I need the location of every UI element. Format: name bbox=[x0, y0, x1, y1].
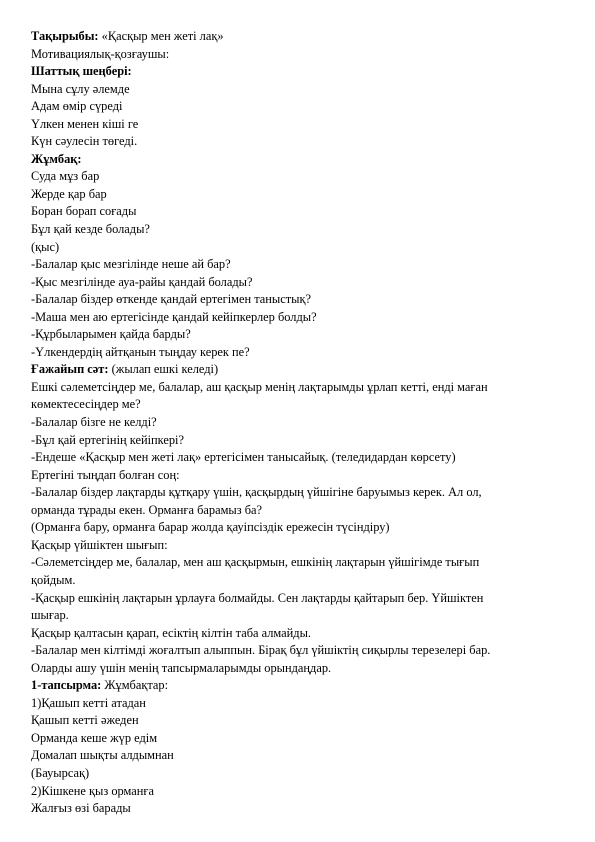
line-text: Жерде қар бар bbox=[31, 186, 107, 201]
text-line bbox=[31, 607, 571, 625]
text-line bbox=[31, 642, 571, 660]
text-line bbox=[31, 572, 571, 590]
bold-heading: Тақырыбы: bbox=[31, 29, 99, 43]
line-text: Жұмбақтар: bbox=[101, 678, 169, 693]
line-text: Жалғыз өзі барады bbox=[31, 801, 131, 816]
text-line bbox=[31, 203, 571, 221]
line-text: -Балалар бізге не келді? bbox=[31, 415, 157, 430]
text-line bbox=[31, 467, 571, 485]
line-text: -Балалар қыс мезгілінде неше ай бар? bbox=[31, 257, 231, 272]
text-line bbox=[31, 660, 571, 678]
line-text: Боран борап соғады bbox=[31, 204, 137, 219]
line-text: (жылап ешкі келеді) bbox=[108, 362, 219, 377]
text-line bbox=[31, 449, 571, 467]
text-line bbox=[31, 28, 571, 46]
text-line bbox=[31, 554, 571, 572]
text-line bbox=[31, 712, 571, 730]
text-line bbox=[31, 537, 571, 555]
line-text: -Сәлеметсіңдер ме, балалар, мен аш қасқырмын, ешкінің лақтарын үйшігімде тығып bbox=[31, 555, 480, 570]
text-line bbox=[31, 519, 571, 537]
text-line bbox=[31, 239, 571, 257]
text-line bbox=[31, 133, 571, 151]
text-line bbox=[31, 396, 571, 414]
text-line bbox=[31, 590, 571, 608]
text-line bbox=[31, 291, 571, 309]
line-text: Үлкен менен кіші ге bbox=[31, 116, 139, 131]
line-text: Домалап шықты алдымнан bbox=[31, 748, 174, 763]
text-line bbox=[31, 432, 571, 450]
line-text: Мотивациялық-қозғаушы: bbox=[31, 46, 170, 61]
text-line bbox=[31, 361, 571, 379]
line-text: Бұл қай кезде болады? bbox=[31, 222, 150, 237]
line-text: -Маша мен аю ертегісінде қандай кейіпкерлер болды? bbox=[31, 309, 317, 324]
text-line bbox=[31, 783, 571, 801]
text-line bbox=[31, 274, 571, 292]
text-line bbox=[31, 256, 571, 274]
line-text: қойдым. bbox=[31, 572, 76, 587]
line-text: Күн сәулесін төгеді. bbox=[31, 134, 138, 149]
text-line bbox=[31, 309, 571, 327]
line-text: Орманда кеше жүр едім bbox=[31, 730, 158, 745]
line-text: «Қасқыр мен жеті лақ» bbox=[98, 29, 224, 43]
line-text: -Балалар мен кілтімді жоғалтып алыппын. Бірақ бұл үйшіктің сиқырлы терезелері бар. bbox=[31, 643, 491, 658]
line-text: Оларды ашу үшін менің тапсырмаларымды орындаңдар. bbox=[31, 660, 332, 675]
text-line bbox=[31, 625, 571, 643]
line-text: көмектесесіңдер ме? bbox=[31, 397, 141, 412]
line-text: шығар. bbox=[31, 608, 69, 623]
line-text: Адам өмір сүреді bbox=[31, 99, 123, 114]
text-line bbox=[31, 765, 571, 783]
text-line bbox=[31, 677, 571, 695]
text-line bbox=[31, 344, 571, 362]
line-text: (Орманға бару, орманға барар жолда қауіпсіздік ережесін түсіндіру) bbox=[31, 520, 390, 535]
line-text: Ешкі сәлеметсіңдер ме, балалар, аш қасқыр менің лақтарымды ұрлап кетті, енді маған bbox=[31, 379, 488, 394]
text-line bbox=[31, 81, 571, 99]
line-text: -Балалар біздер өткенде қандай ертегімен таныстық? bbox=[31, 292, 311, 307]
text-line bbox=[31, 326, 571, 344]
line-text: Қасқыр қалтасын қарап, есіктің кілтін таба алмайды. bbox=[31, 625, 312, 640]
text-line bbox=[31, 800, 571, 818]
line-text: 2)Кішкене қыз орманға bbox=[31, 783, 155, 798]
text-line bbox=[31, 730, 571, 748]
text-line bbox=[31, 151, 571, 169]
line-text: -Үлкендердің айтқанын тыңдау керек пе? bbox=[31, 344, 250, 359]
bold-heading: Ғажайып сәт: bbox=[31, 362, 109, 377]
line-text: орманда тұрады екен. Орманға барамыз ба? bbox=[31, 502, 263, 517]
text-line bbox=[31, 379, 571, 397]
text-line bbox=[31, 502, 571, 520]
line-text: -Қасқыр ешкінің лақтарын ұрлауға болмайды. Сен лақтарды қайтарып бер. Үйшіктен bbox=[31, 590, 484, 605]
text-line bbox=[31, 116, 571, 134]
text-line bbox=[31, 695, 571, 713]
text-line bbox=[31, 747, 571, 765]
text-line bbox=[31, 414, 571, 432]
text-line bbox=[31, 186, 571, 204]
line-text: -Бұл қай ертегінің кейіпкері? bbox=[31, 432, 185, 447]
document-page bbox=[31, 28, 571, 818]
text-line bbox=[31, 46, 571, 64]
text-line bbox=[31, 63, 571, 81]
line-text: Қашып кетті әжеден bbox=[31, 713, 139, 728]
line-text: Мына сұлу әлемде bbox=[31, 81, 130, 96]
bold-heading: Шаттық шеңбері: bbox=[31, 64, 132, 79]
text-line bbox=[31, 221, 571, 239]
line-text: -Ендеше «Қасқыр мен жеті лақ» ертегісімен танысайық. (теледидардан көрсету) bbox=[31, 450, 456, 465]
line-text: Ертегіні тыңдап болған соң: bbox=[31, 467, 180, 482]
line-text: (қыс) bbox=[31, 239, 60, 254]
text-line bbox=[31, 98, 571, 116]
text-line bbox=[31, 484, 571, 502]
text-line bbox=[31, 168, 571, 186]
line-text: -Балалар біздер лақтарды құтқару үшін, қасқырдың үйшігіне баруымыз керек. Ал ол, bbox=[31, 485, 482, 500]
bold-heading: Жұмбақ: bbox=[31, 151, 82, 166]
line-text: -Құрбыларымен қайда барды? bbox=[31, 327, 191, 342]
line-text: 1)Қашып кетті атадан bbox=[31, 695, 146, 710]
bold-heading: 1-тапсырма: bbox=[31, 678, 102, 693]
line-text: (Бауырсақ) bbox=[31, 765, 90, 780]
line-text: Қасқыр үйшіктен шығып: bbox=[31, 537, 168, 552]
line-text: Суда мұз бар bbox=[31, 169, 100, 184]
line-text: -Қыс мезгілінде ауа-райы қандай болады? bbox=[31, 274, 253, 289]
